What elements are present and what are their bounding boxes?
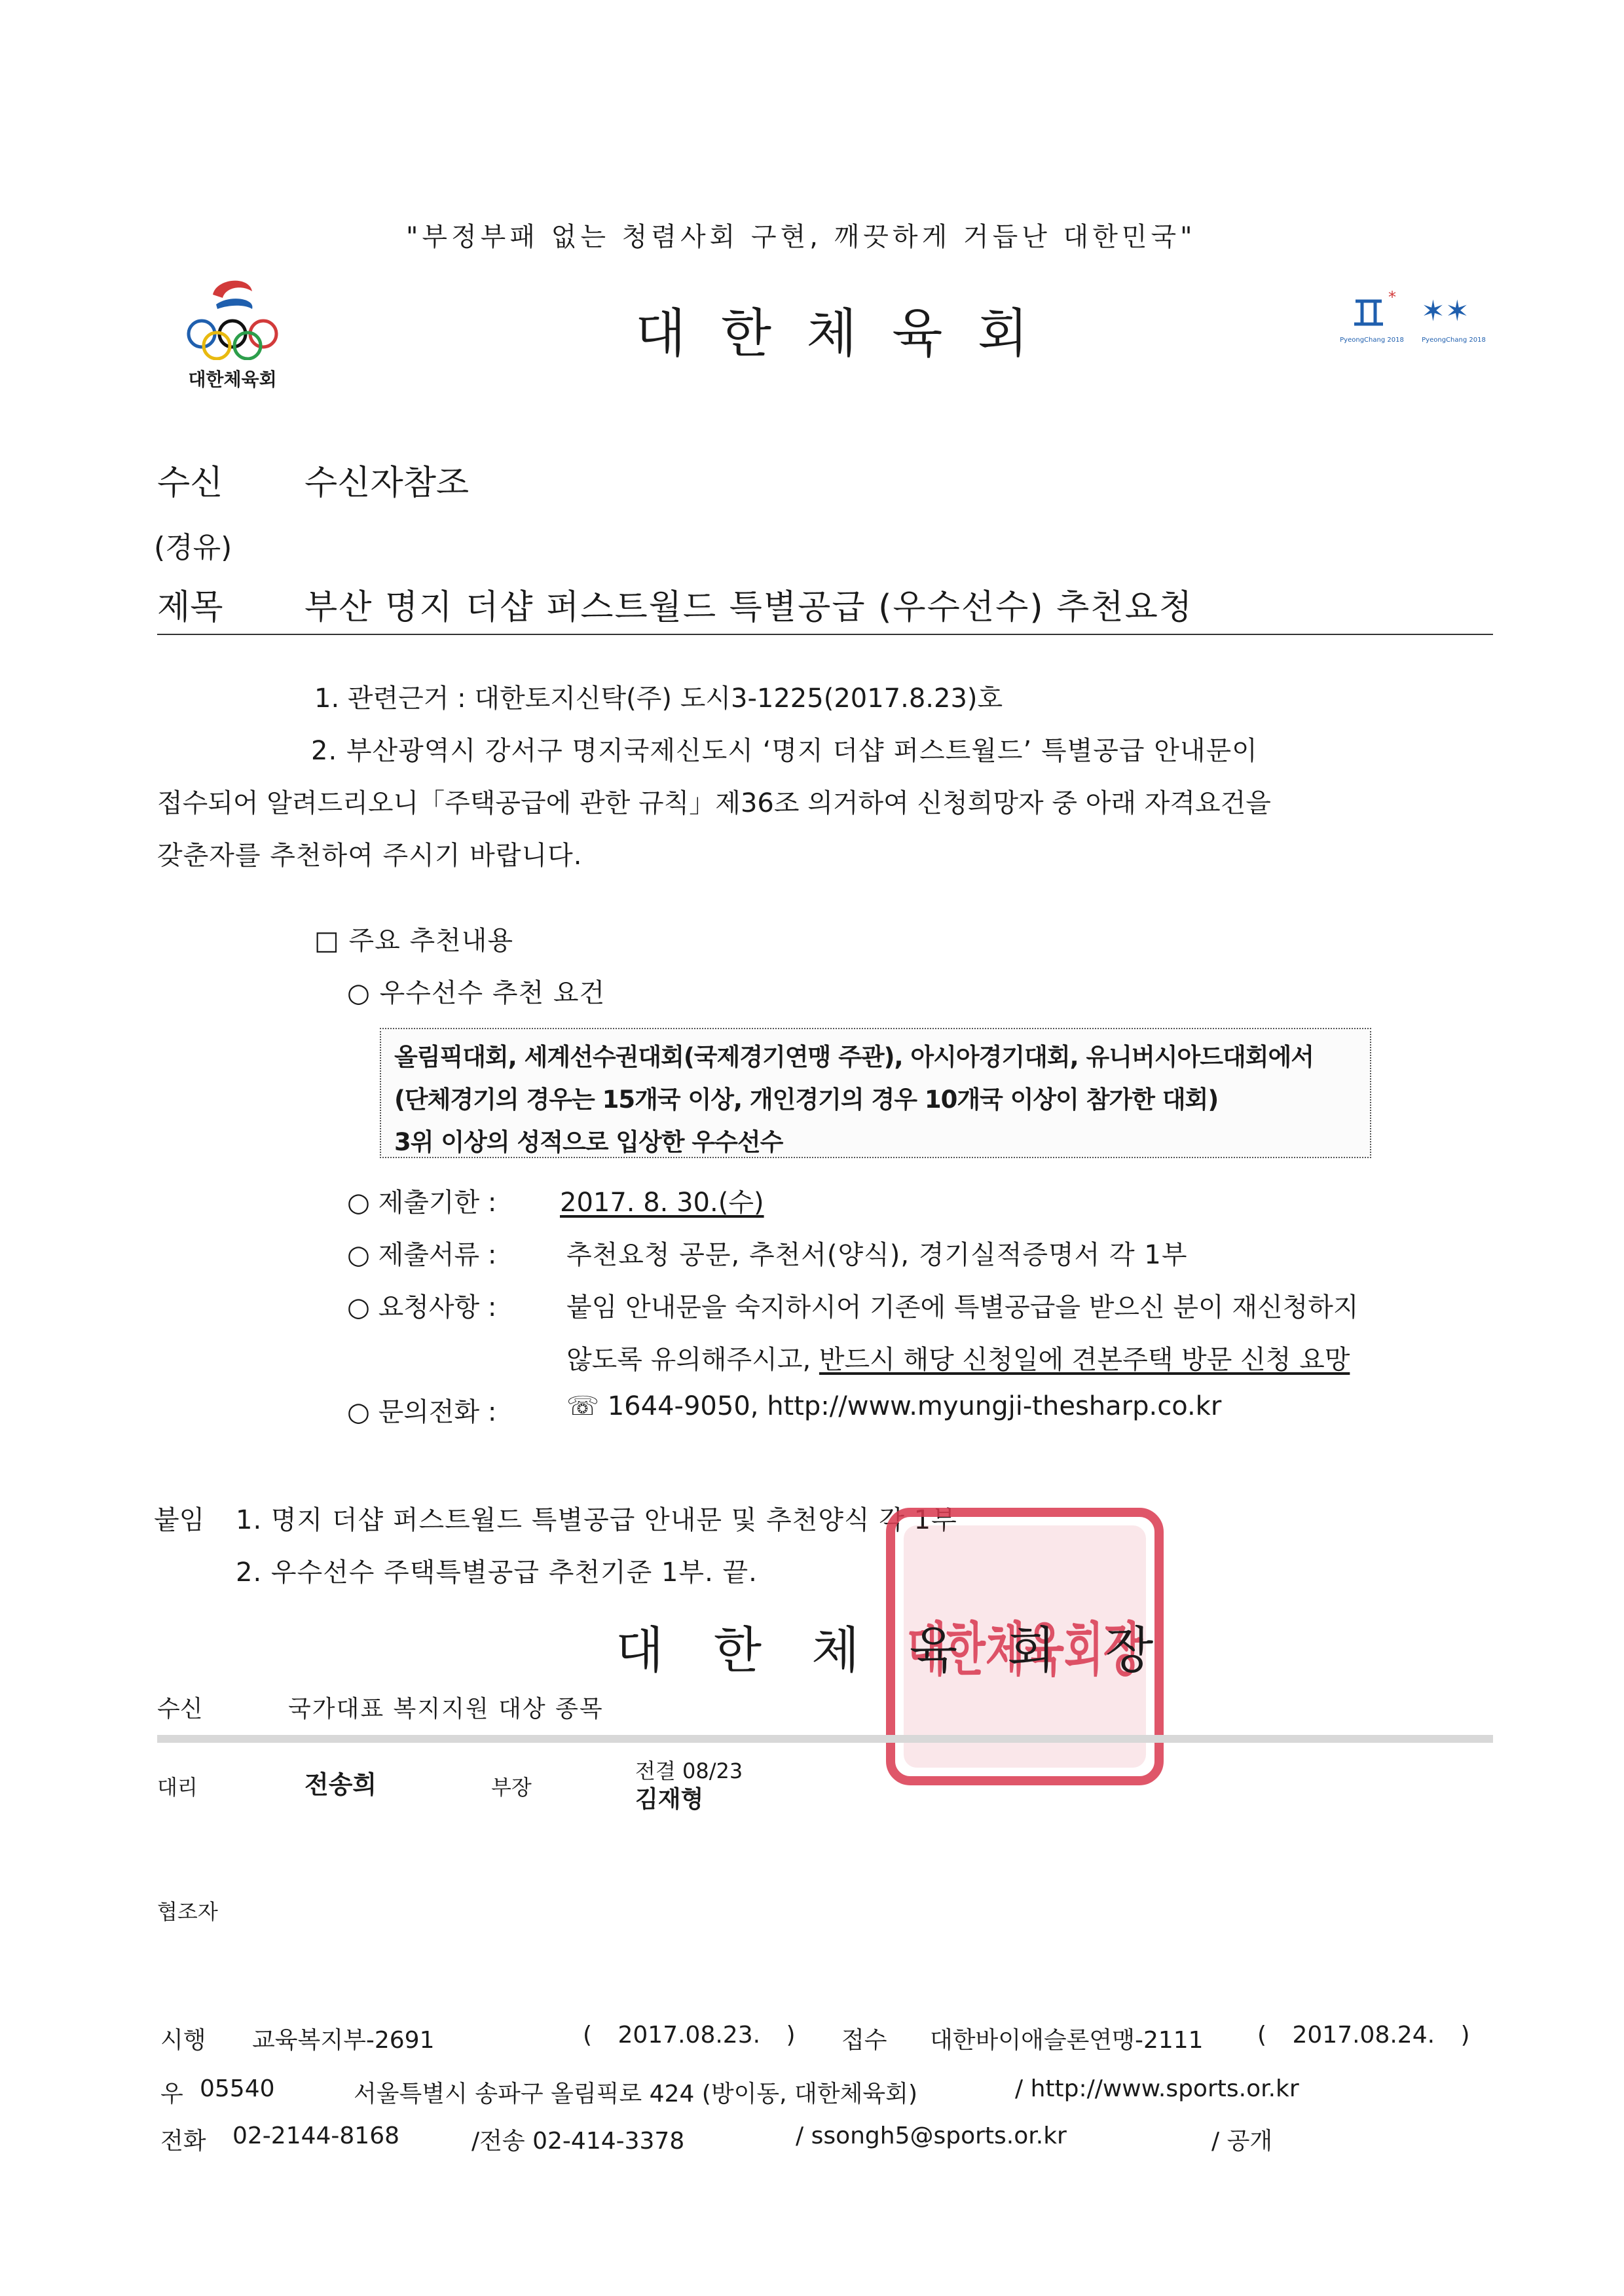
subject-value: 부산 명지 더샵 퍼스트월드 특별공급 (우수선수) 추천요청 [304,588,1194,627]
approval-head-name: 김재형 [635,1786,704,1813]
section-title: □ 주요 추천내용 [314,926,514,956]
svg-text:✶✶: ✶✶ [1421,295,1469,328]
slogan: "부정부패 없는 청렴사회 구현, 깨끗하게 거듭난 대한민국" [406,222,1196,252]
ksoc-emblem-icon [177,268,288,360]
deadline-value: 2017. 8. 30.(수) [560,1188,764,1218]
pyeongchang-paralympic-emblem-icon [1414,288,1493,334]
request-line-2-underlined: 반드시 해당 신청일에 견본주택 방문 신청 요망 [819,1345,1350,1375]
documents-value: 추천요청 공문, 추천서(양식), 경기실적증명서 각 1부 [566,1240,1188,1270]
approval-drafter-name: 전송희 [304,1770,377,1799]
footer-fax: /전송 02-414-3378 [471,2128,685,2155]
cooperator-label: 협조자 [157,1899,218,1924]
request-line-2 [566,1339,1350,1376]
documents-label: ○ 제출서류 : [347,1240,497,1270]
footer-receipt-date: ( 2017.08.24. ) [1257,2022,1470,2049]
footer-postal-label: 우 [160,2081,183,2107]
svg-text:*: * [1388,288,1396,306]
attachment-2: 2. 우수선수 주택특별공급 추천기준 1부. 끝. [236,1558,758,1588]
contact-value: ☏ 1644-9050, http://www.myungji-thesharp.co.kr [566,1391,1222,1421]
footer-phone-label: 전화 [160,2128,206,2155]
footer-disclosure: / 공개 [1211,2128,1273,2155]
pyeongchang-paralympic-text: PyeongChang 2018 [1422,337,1486,344]
footer-email: / ssongh5@sports.or.kr [796,2123,1067,2149]
approval-drafter-title: 대리 [157,1775,198,1800]
distribution-divider [157,1735,1493,1743]
footer-postal-code: 05540 [200,2075,275,2102]
sender-title: 대 한 체 육 회 장 [616,1621,1171,1679]
attachment-1: 1. 명지 더샵 퍼스트월드 특별공급 안내문 및 추천양식 각 1부 [236,1505,957,1535]
footer-website: / http://www.sports.or.kr [1015,2075,1299,2102]
body-item-2-line-3: 갖춘자를 추천하여 주시기 바랍니다. [157,841,583,871]
request-line-2-plain: 않도록 유의해주시고, [566,1345,819,1375]
body-item-2-line-2: 접수되어 알려드리오니「주택공급에 관한 규칙」제36조 의거하여 신청희망자 중 아래 자격요건을 [157,788,1271,818]
requirements-line-3: 3위 이상의 성적으로 입상한 우수선수 [394,1128,783,1156]
distribution-label: 수신 [157,1696,203,1722]
requirements-box [380,1028,1371,1158]
requirements-line-1: 올림픽대회, 세계선수권대회(국제경기연맹 주관), 아시아경기대회, 유니버시아드대회에서 [394,1043,1314,1071]
footer-receipt-no: 대한바이애슬론연맹-2111 [930,2027,1204,2054]
ksoc-logo [177,268,288,390]
request-label: ○ 요청사항 : [347,1292,497,1322]
distribution-value: 국가대표 복지지원 대상 종목 [288,1696,604,1722]
deadline-label: ○ 제출기한 : [347,1188,497,1218]
footer-enforce-label: 시행 [160,2027,206,2054]
footer-address: 서울특별시 송파구 올림픽로 424 (방이동, 대한체육회) [354,2081,917,2107]
subject-label: 제목 [157,588,223,627]
footer-phone: 02-2144-8168 [232,2123,400,2149]
footer-enforce-no: 교육복지부-2691 [252,2027,435,2054]
requirements-line-2: (단체경기의 경우는 15개국 이상, 개인경기의 경우 10개국 이상이 참가한 대회) [394,1085,1219,1114]
approval-final-note: 전결 08/23 [635,1758,743,1783]
request-line-1: 붙임 안내문을 숙지하시어 기존에 특별공급을 받으신 분이 재신청하지 [566,1292,1359,1322]
body-item-1: 1. 관련근거 : 대한토지신탁(주) 도시3-1225(2017.8.23)호 [314,683,1003,714]
pyeongchang-olympic-emblem-icon [1336,288,1408,334]
requirements-heading: ○ 우수선수 추천 요건 [347,978,606,1008]
footer-enforce-date: ( 2017.08.23. ) [583,2022,796,2049]
pyeongchang-paralympic-logo [1414,288,1493,367]
pyeongchang-olympic-text: PyeongChang 2018 [1340,337,1404,344]
via-label: (경유) [154,531,232,564]
recipient-value: 수신자참조 [304,464,470,503]
pyeongchang-olympic-logo [1336,288,1408,367]
approval-head-title: 부장 [491,1775,532,1800]
seal-text: 대한체육회장 [907,1615,1144,1683]
recipient-label: 수신 [157,464,223,503]
subject-divider [157,634,1493,635]
ksoc-logo-text: 대한체육회 [188,369,277,390]
attachment-label: 붙임 [154,1505,205,1535]
body-item-2-line-1: 2. 부산광역시 강서구 명지국제신도시 ‘명지 더샵 퍼스트월드’ 특별공급 안내문이 [311,736,1258,766]
org-title: 대 한 체 육 회 [635,303,1038,364]
footer-receipt-label: 접수 [841,2027,887,2054]
contact-label: ○ 문의전화 : [347,1397,497,1427]
